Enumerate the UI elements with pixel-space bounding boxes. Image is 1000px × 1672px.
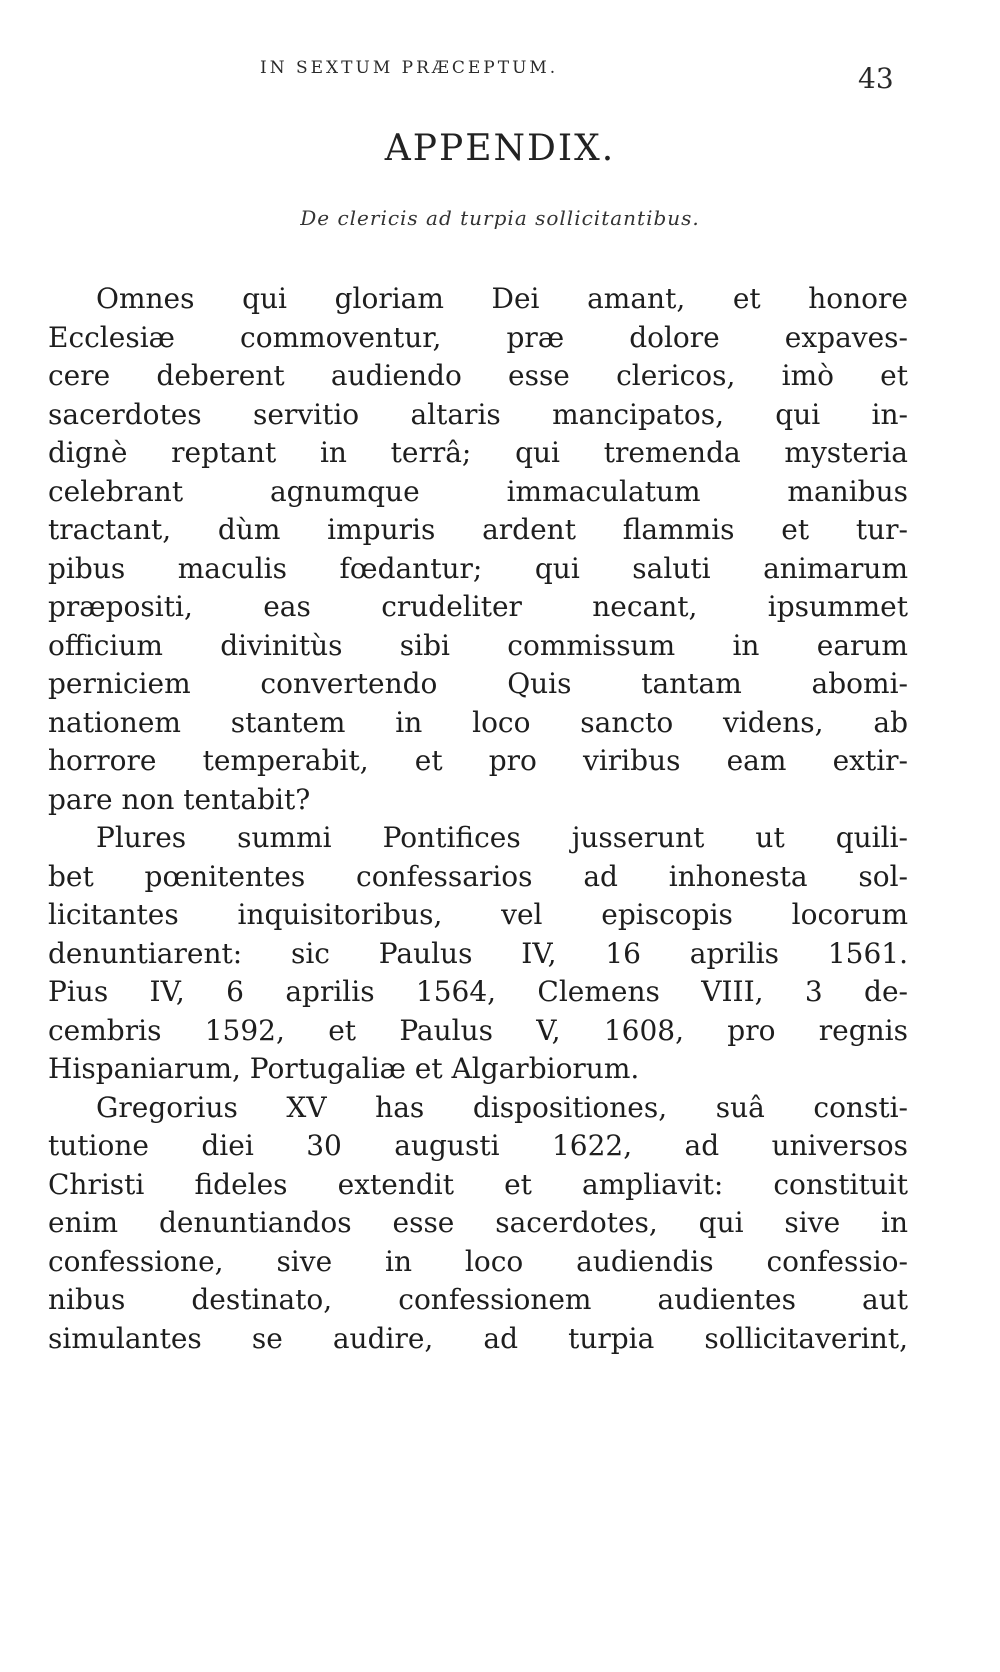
text-line: nibus destinato, confessionem audientes aut (48, 1283, 908, 1316)
text-line: sacerdotes servitio altaris mancipatos, qui in- (48, 397, 908, 431)
text-line: tractant, dùm impuris ardent flammis et tur- (48, 513, 908, 546)
text-line: licitantes inquisitoribus, vel episcopis locorum (48, 898, 908, 931)
text-line: officium divinitùs sibi commissum in earum (48, 628, 908, 662)
text-line: Omnes qui gloriam Dei amant, et honore (96, 282, 908, 315)
text-line: Hispaniarum, Portugaliæ et Algarbiorum. (48, 1052, 640, 1085)
section-subtitle: De clericis ad turpia sollicitantibus. (300, 206, 700, 230)
text-line: Plures summi Pontifices jusserunt ut quili- (96, 821, 908, 854)
text-line: Christi fideles extendit et ampliavit: constituit (48, 1167, 908, 1201)
text-line: confessione, sive in loco audiendis confessio- (48, 1244, 908, 1278)
text-line: cembris 1592, et Paulus V, 1608, pro regnis (48, 1013, 908, 1047)
section-title: APPENDIX. (384, 128, 616, 169)
text-line: simulantes se audire, ad turpia sollicitaverint, (48, 1321, 908, 1355)
text-line: cere deberent audiendo esse clericos, imò et (48, 359, 908, 392)
text-line: nationem stantem in loco sancto videns, ab (48, 705, 908, 739)
text-line: bet pœnitentes confessarios ad inhonesta sol- (48, 859, 908, 893)
body-text (48, 280, 908, 1358)
text-line: dignè reptant in terrâ; qui tremenda mysteria (48, 436, 908, 469)
text-line: Pius IV, 6 aprilis 1564, Clemens VIII, 3 de- (48, 975, 908, 1008)
text-line: pare non tentabit? (48, 782, 311, 816)
text-line: horrore temperabit, et pro viribus eam extir- (48, 744, 908, 777)
text-line: perniciem convertendo Quis tantam abomi- (48, 667, 908, 700)
text-line: præpositi, eas crudeliter necant, ipsummet (48, 590, 908, 623)
text-line: enim denuntiandos esse sacerdotes, qui sive in (48, 1206, 908, 1239)
text-line: Ecclesiæ commoventur, præ dolore expaves- (48, 320, 908, 354)
text-line: Gregorius XV has dispositiones, suâ consti- (96, 1090, 908, 1124)
text-line: denuntiarent: sic Paulus IV, 16 aprilis 1561. (48, 936, 908, 970)
page-number: 43 (858, 62, 894, 95)
text-line: pibus maculis fœdantur; qui saluti animarum (48, 551, 908, 585)
text-line: tutione diei 30 augusti 1622, ad universos (48, 1129, 908, 1162)
running-header: IN SEXTUM PRÆCEPTUM. (260, 58, 559, 78)
text-line: celebrant agnumque immaculatum manibus (48, 474, 908, 508)
